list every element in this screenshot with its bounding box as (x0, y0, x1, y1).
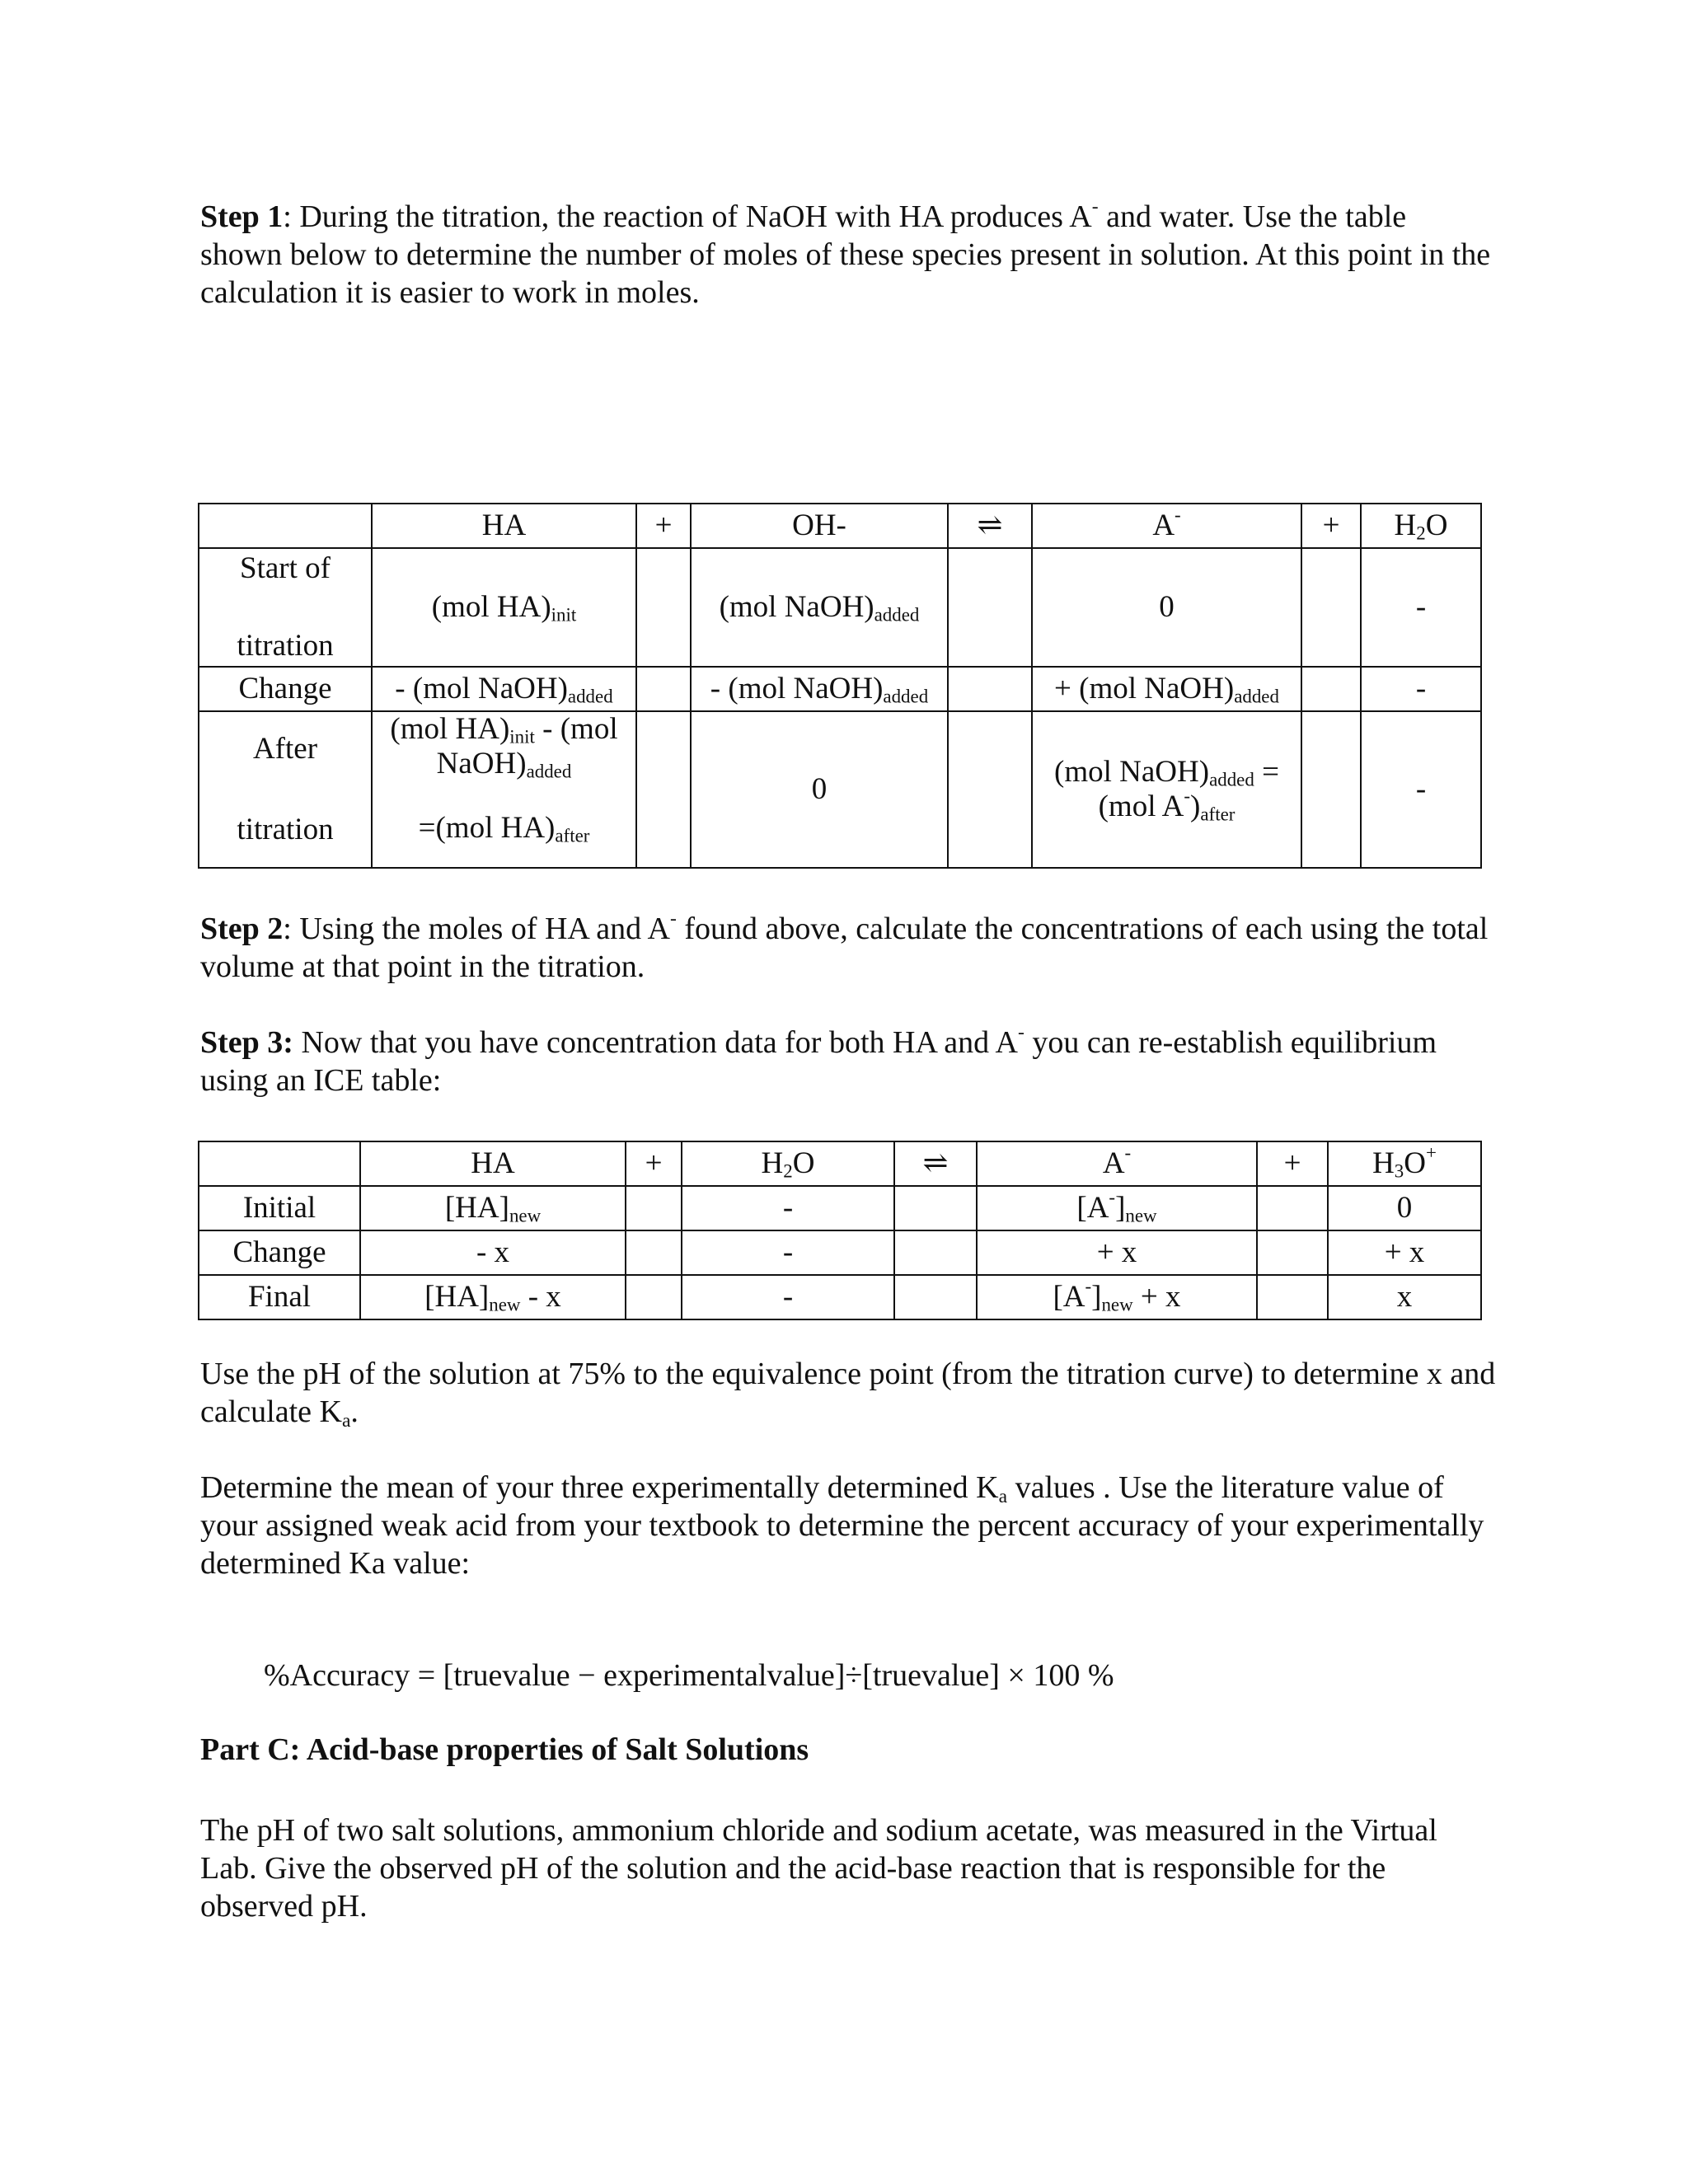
accuracy-formula: %Accuracy = [truevalue − experimentalvalue]÷[truevalue] × 100 % (264, 1658, 1114, 1693)
ice-table (198, 1141, 1482, 1320)
cell-a-start: 0 (1032, 548, 1301, 667)
step1-paragraph (200, 195, 1494, 312)
ice-row-final (199, 1275, 1481, 1319)
moles-table-header-row (199, 504, 1481, 548)
cell-a-change: + (mol $NaOH)_{added}$ (1032, 667, 1301, 711)
ice-row-initial (199, 1186, 1481, 1230)
cell-ha-after: (mol $HA)_{init} - (mol$ $NaOH)_{added}$ =(mol $HA)_{after}$ (372, 711, 636, 868)
ice-header-plus-2: + (1257, 1141, 1328, 1186)
step1-text-b: and water. Use the table shown below to determine the number of moles of these species present in solution. At this point in the calculation it is easier to work in moles. (200, 199, 1491, 310)
header-oh: OH- (691, 504, 948, 548)
row-label-start: Start of titration (199, 548, 372, 667)
step3-label: Step 3: (200, 1025, 293, 1060)
header-equilibrium-arrow: ⇌ (948, 504, 1032, 548)
ice-header-equilibrium-arrow: ⇌ (894, 1141, 977, 1186)
cell-ha-init: (mol $HA)_{init}$ (372, 548, 636, 667)
ice-cell-h3o-final: x (1328, 1275, 1481, 1319)
ice-cell-a-initial: $[A^-]_{new}$ (977, 1186, 1257, 1230)
cell-h2o-start: - (1361, 548, 1481, 667)
header-plus: + (636, 504, 691, 548)
ice-cell-a-change: + x (977, 1230, 1257, 1275)
row-start-of-titration (199, 548, 1481, 667)
step2-paragraph: Step 2: Using the moles of HA and A- found above, calculate the concentrations of each using the total volume at that point in the titration. (200, 907, 1489, 984)
row-label-after: After titration (199, 711, 372, 868)
header-ha: HA (372, 504, 636, 548)
ice-label-initial: Initial (199, 1186, 360, 1230)
row-change (199, 667, 1481, 711)
cell-ha-change: - (mol $NaOH)_{added}$ (372, 667, 636, 711)
ice-cell-h2o-change: - (682, 1230, 894, 1275)
cell-oh-after: 0 (691, 711, 948, 868)
ice-label-final: Final (199, 1275, 360, 1319)
ice-header-plus: + (626, 1141, 682, 1186)
row-after-titration (199, 711, 1481, 868)
row-label-change: Change (199, 667, 372, 711)
ice-label-change: Change (199, 1230, 360, 1275)
part-c-heading: Part C: Acid-base properties of Salt Solutions (200, 1732, 809, 1767)
cell-h2o-after: - (1361, 711, 1481, 868)
header-h2o: $H_2O$ (1361, 504, 1481, 548)
ice-header-a-minus: A- (977, 1141, 1257, 1186)
ice-header-row (199, 1141, 1481, 1186)
cell-oh-change: - (mol $NaOH)_{added}$ (691, 667, 948, 711)
ice-cell-a-final: $[A^-]_{new} + x$ (977, 1275, 1257, 1319)
moles-table (198, 503, 1482, 869)
ice-header-h2o: $H_2O$ (682, 1141, 894, 1186)
ice-cell-h2o-initial: - (682, 1186, 894, 1230)
cell-oh-added: (mol $NaOH)_{added}$ (691, 548, 948, 667)
step2-label: Step 2 (200, 912, 284, 946)
step3-paragraph: Step 3: Now that you have concentration data for both HA and A- you can re-establish equilibrium using an ICE table: (200, 1021, 1437, 1098)
step1-label: Step 1 (200, 199, 284, 234)
ice-row-change (199, 1230, 1481, 1275)
ice-cell-ha-change: - x (360, 1230, 626, 1275)
cell-h2o-change: - (1361, 667, 1481, 711)
header-a-minus: A- (1032, 504, 1301, 548)
ice-cell-h3o-change: + x (1328, 1230, 1481, 1275)
header-plus-2: + (1301, 504, 1361, 548)
step1-sup: - (1091, 195, 1099, 218)
ice-header-h3o: $H_3O^+$ (1328, 1141, 1481, 1186)
step1-text-a: : During the titration, the reaction of NaOH with HA produces A (283, 199, 1092, 234)
header-empty (199, 504, 372, 548)
ice-cell-ha-initial: $[HA]_{new}$ (360, 1186, 626, 1230)
ice-cell-h3o-initial: 0 (1328, 1186, 1481, 1230)
cell-a-after: (mol $NaOH)_{added}$ = (mol $A^-)_{after}$ (1032, 711, 1301, 868)
ice-header-ha: HA (360, 1141, 626, 1186)
ice-cell-ha-final: $[HA]_{new}$ - x (360, 1275, 626, 1319)
ph-paragraph: Use the pH of the solution at 75% to the equivalence point (from the titration curve) to determine x and calculate $K_a$. (200, 1357, 1496, 1432)
salt-paragraph: The pH of two salt solutions, ammonium chloride and sodium acetate, was measured in the Virtual Lab. Give the observed pH of the solution and the acid-base reaction that is responsible for the observed pH. (200, 1813, 1437, 1924)
ice-cell-h2o-final: - (682, 1275, 894, 1319)
mean-ka-paragraph: Determine the mean of your three experimentally determined $K_a$ values . Use the literature value of your assigned weak acid from your textbook to determine the percent accuracy of your experimentally determined Ka value: (200, 1470, 1484, 1581)
